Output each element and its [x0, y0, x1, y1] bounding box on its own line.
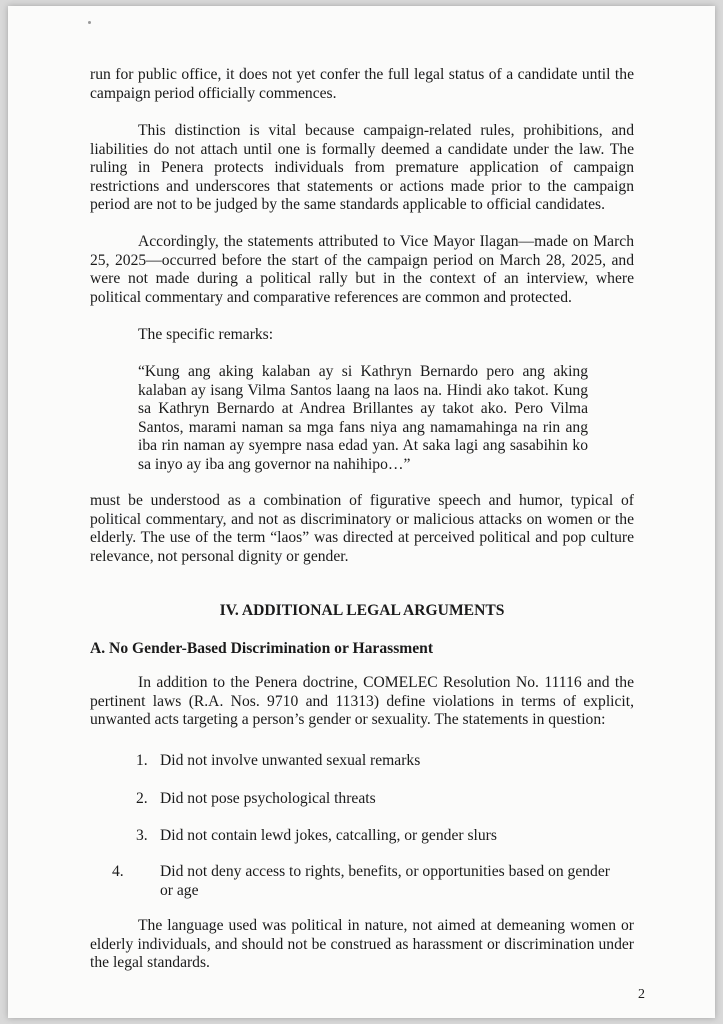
list-text: Did not involve unwanted sexual remarks — [160, 752, 421, 769]
paragraph-specific-remarks — [90, 326, 634, 345]
paragraph-continuation — [90, 66, 634, 103]
paragraph-conclusion — [90, 917, 634, 973]
list-item — [136, 752, 636, 771]
paragraph-penera-doctrine — [90, 674, 634, 730]
list-text: Did not pose psychological threats — [160, 790, 376, 807]
section-heading: IV. ADDITIONAL LEGAL ARGUMENTS — [219, 602, 505, 619]
paragraph-text: The specific remarks: — [138, 326, 274, 343]
list-number: 4. — [112, 863, 124, 880]
page-number: 2 — [638, 987, 645, 1002]
quote-text: “Kung ang aking kalaban ay si Kathryn Bernardo pero ang aking kalaban ay isang Vilma Santos laang na laos na. Hindi ako takot. Kung sa Kathryn Bernardo at Andrea Brillantes ay takot ako. Pero Vilma Santos, marami naman sa mga fans niya ang namamahinga na rin ang iba rin naman ay syempre nasa edad yan. At saka lagi ang sasabihin ko sa inyo ay iba ang governor na nahihipo…” — [138, 363, 588, 473]
list-text: Did not contain lewd jokes, catcalling, or gender slurs — [160, 827, 497, 844]
list-item — [112, 863, 620, 900]
paragraph-text: This distinction is vital because campaign-related rules, prohibitions, and liabilities do not attach until one is formally deemed a candidate under the law. The ruling in Penera protects individuals from premature application of campaign restrictions and underscores that statements or actions made prior to the campaign period are not to be judged by the same standards applicable to official candidates. — [90, 122, 634, 213]
list-item — [136, 790, 636, 809]
list-number: 2. — [136, 790, 148, 807]
document-page — [8, 6, 715, 1018]
paragraph-interpretation — [90, 492, 634, 566]
paragraph-text: run for public office, it does not yet confer the full legal status of a candidate until the campaign period officially commences. — [90, 66, 634, 102]
list-item — [136, 827, 636, 846]
list-number: 1. — [136, 752, 148, 769]
paragraph-accordingly — [90, 233, 634, 307]
paragraph-text: Accordingly, the statements attributed to Vice Mayor Ilagan—made on March 25, 2025—occurred before the start of the campaign period on March 28, 2025, and were not made during a political rally but in the context of an interview, where political commentary and comparative references are common and protected. — [90, 233, 634, 306]
list-number: 3. — [136, 827, 148, 844]
paragraph-text: In addition to the Penera doctrine, COMELEC Resolution No. 11116 and the pertinent laws (R.A. Nos. 9710 and 11313) define violations in terms of explicit, unwanted acts targeting a person’s gender or sexuality. The statements in question: — [90, 674, 634, 728]
scan-speck — [88, 21, 91, 24]
paragraph-text: The language used was political in nature, not aimed at demeaning women or elderly individuals, and should not be construed as harassment or discrimination under the legal standards. — [90, 917, 634, 971]
quoted-remarks — [138, 363, 588, 474]
paragraph-text: must be understood as a combination of figurative speech and humor, typical of political commentary, and not as discriminatory or malicious attacks on women or the elderly. The use of the term “laos” was directed at perceived political and pop culture relevance, not personal dignity or gender. — [90, 492, 634, 565]
subsection-heading: A. No Gender-Based Discrimination or Harassment — [90, 640, 434, 657]
paragraph-distinction — [90, 122, 634, 215]
list-text: Did not deny access to rights, benefits, or opportunities based on gender or age — [160, 863, 610, 899]
